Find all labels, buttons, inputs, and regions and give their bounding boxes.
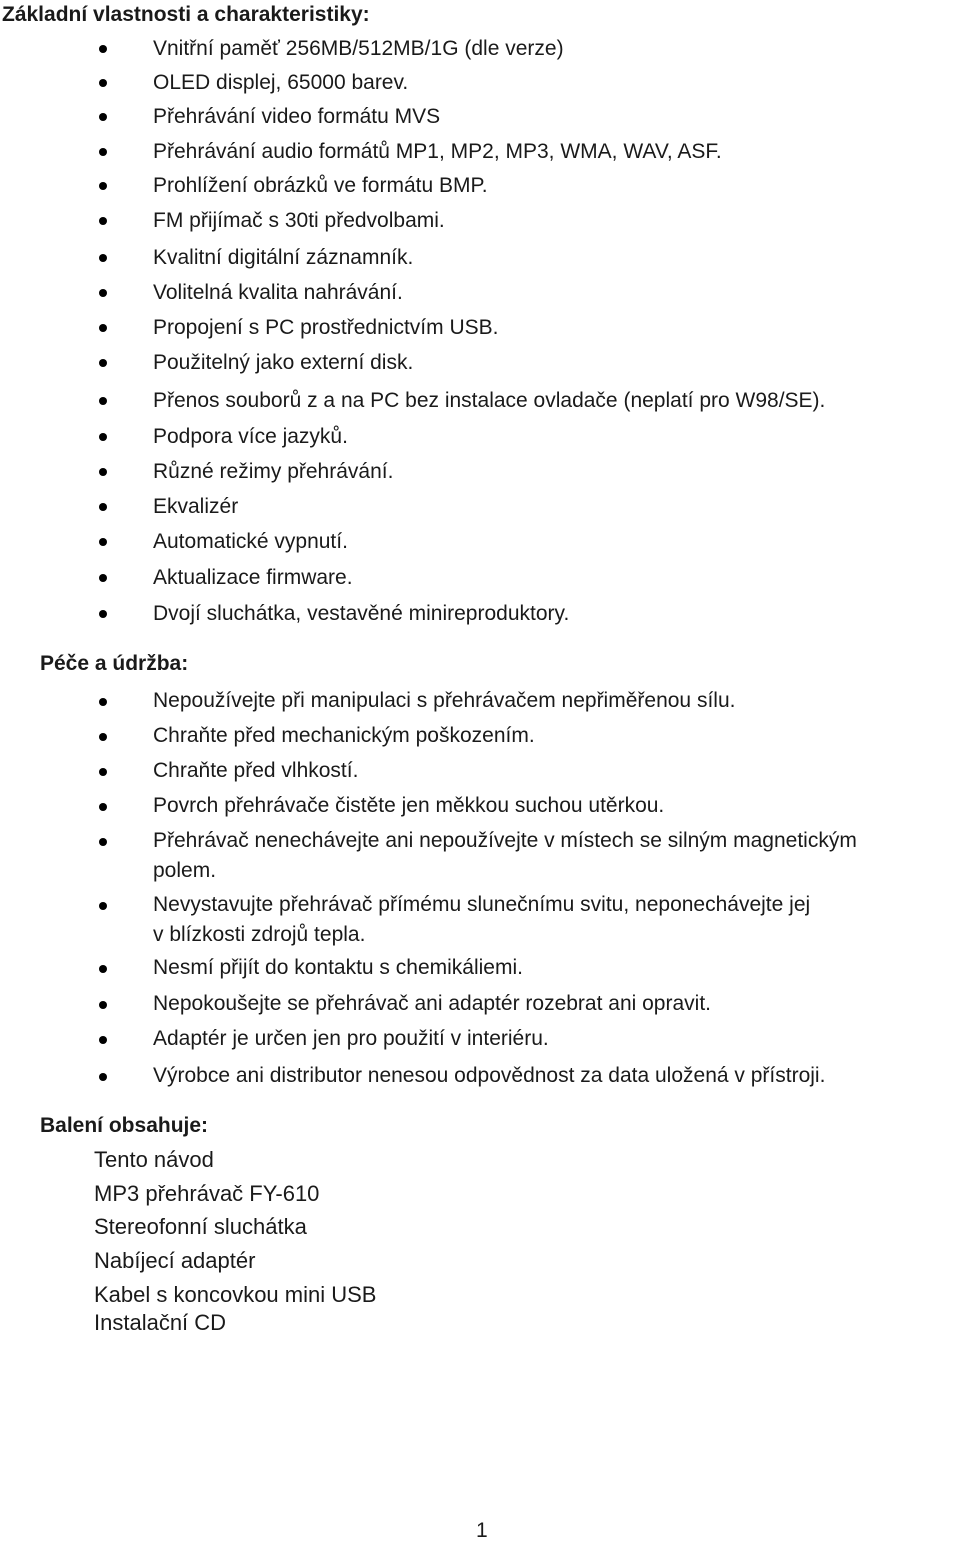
package-item: Stereofonní sluchátka	[94, 1214, 307, 1239]
bullet-icon	[99, 838, 107, 846]
bullet-icon	[99, 1073, 107, 1081]
bullet-icon	[99, 610, 107, 618]
list-item-text: Nepoužívejte při manipulaci s přehrávačem nepřiměřenou sílu.	[153, 689, 736, 712]
list-item-text: Povrch přehrávače čistěte jen měkkou suchou utěrkou.	[153, 794, 665, 817]
package-heading: Balení obsahuje:	[40, 1114, 209, 1137]
bullet-icon	[99, 768, 107, 776]
list-item-text: FM přijímač s 30ti předvolbami.	[153, 209, 445, 232]
bullet-icon	[99, 113, 107, 121]
bullet-icon	[99, 1001, 107, 1009]
list-item-text: Chraňte před mechanickým poškozením.	[153, 724, 535, 747]
bullet-icon	[99, 324, 107, 332]
bullet-icon	[99, 254, 107, 262]
list-item-text: Výrobce ani distributor nenesou odpovědnost za data uložená v přístroji.	[153, 1064, 826, 1087]
list-item-text: Prohlížení obrázků ve formátu BMP.	[153, 174, 488, 197]
bullet-icon	[99, 803, 107, 811]
bullet-icon	[99, 79, 107, 87]
list-item-text: Adaptér je určen jen pro použití v interiéru.	[153, 1027, 549, 1050]
bullet-icon	[99, 217, 107, 225]
page-number: 1	[476, 1519, 488, 1542]
list-item-text: Volitelná kvalita nahrávání.	[153, 281, 403, 304]
bullet-icon	[99, 359, 107, 367]
list-item-text: Chraňte před vlhkostí.	[153, 759, 359, 782]
list-item-text: Vnitřní paměť 256MB/512MB/1G (dle verze)	[153, 37, 564, 60]
bullet-icon	[99, 433, 107, 441]
list-item-text: Nevystavujte přehrávač přímému slunečnímu svitu, neponechávejte jej	[153, 893, 811, 916]
bullet-icon	[99, 538, 107, 546]
list-item-text: Přehrávání audio formátů MP1, MP2, MP3, WMA, WAV, ASF.	[153, 140, 722, 163]
bullet-icon	[99, 468, 107, 476]
package-item: Tento návod	[94, 1147, 214, 1172]
list-item-text: Přehrávání video formátu MVS	[153, 105, 441, 128]
bullet-icon	[99, 289, 107, 297]
list-item-text-continuation: polem.	[153, 859, 217, 882]
package-item: Kabel s koncovkou mini USB	[94, 1282, 377, 1307]
bullet-icon	[99, 1036, 107, 1044]
features-heading: Základní vlastnosti a charakteristiky:	[2, 3, 370, 26]
list-item-text: Nepokoušejte se přehrávač ani adaptér rozebrat ani opravit.	[153, 992, 711, 1015]
bullet-icon	[99, 698, 107, 706]
list-item-text: Automatické vypnutí.	[153, 530, 348, 553]
list-item-text: Kvalitní digitální záznamník.	[153, 246, 414, 269]
care-heading: Péče a údržba:	[40, 652, 189, 675]
list-item-text: Nesmí přijít do kontaktu s chemikáliemi.	[153, 956, 523, 979]
list-item-text: Přehrávač nenechávejte ani nepoužívejte v místech se silným magnetickým	[153, 829, 857, 852]
package-item: Instalační CD	[94, 1310, 227, 1335]
list-item-text-continuation: v blízkosti zdrojů tepla.	[153, 923, 366, 946]
list-item-text: Dvojí sluchátka, vestavěné minireproduktory.	[153, 602, 570, 625]
bullet-icon	[99, 902, 107, 910]
bullet-icon	[99, 182, 107, 190]
list-item-text: Použitelný jako externí disk.	[153, 351, 414, 374]
bullet-icon	[99, 503, 107, 511]
package-item: Nabíjecí adaptér	[94, 1248, 256, 1273]
package-item: MP3 přehrávač FY-610	[94, 1181, 320, 1206]
list-item-text: Aktualizace firmware.	[153, 566, 353, 589]
bullet-icon	[99, 733, 107, 741]
bullet-icon	[99, 148, 107, 156]
list-item-text: Přenos souborů z a na PC bez instalace ovladače (neplatí pro W98/SE).	[153, 389, 826, 412]
list-item-text: Podpora více jazyků.	[153, 425, 348, 448]
list-item-text: Ekvalizér	[153, 495, 239, 518]
bullet-icon	[99, 965, 107, 973]
list-item-text: Různé režimy přehrávání.	[153, 460, 394, 483]
bullet-icon	[99, 574, 107, 582]
bullet-icon	[99, 45, 107, 53]
bullet-icon	[99, 397, 107, 405]
list-item-text: Propojení s PC prostřednictvím USB.	[153, 316, 499, 339]
list-item-text: OLED displej, 65000 barev.	[153, 71, 409, 94]
